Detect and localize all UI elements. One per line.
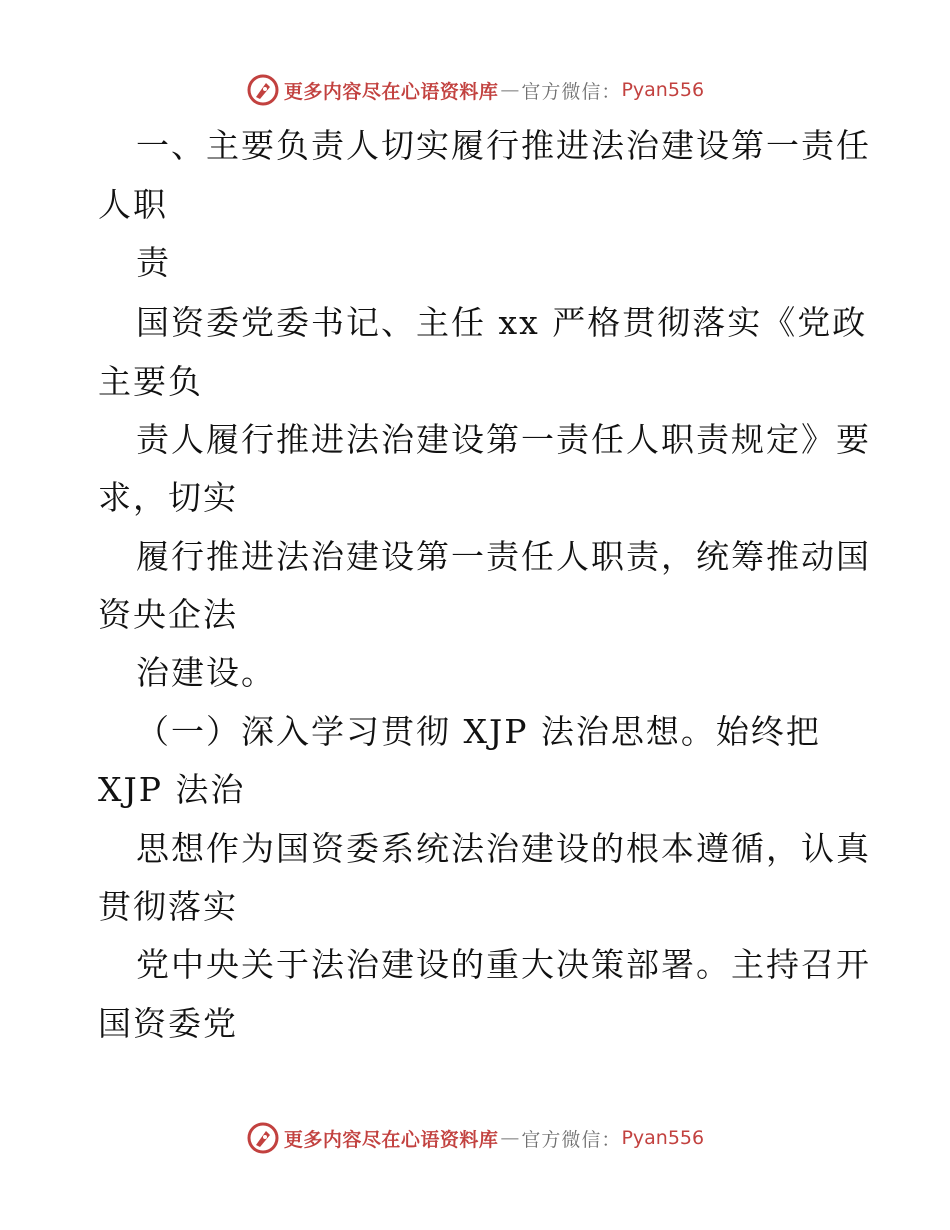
text-line: 主要负 (98, 362, 203, 401)
header-banner (0, 70, 950, 110)
pen-nib-logo-icon (246, 1121, 280, 1155)
text-line: 责人履行推进法治建设第一责任人职责规定》要 (136, 420, 871, 459)
text-line: 求，切实 (98, 478, 238, 517)
banner-promo-text: 更多内容尽在心语资料库 (283, 1128, 499, 1151)
banner-official-label: 官方微信： (521, 80, 622, 103)
banner-official-label: 官方微信： (521, 1128, 622, 1151)
text-line: 贯彻落实 (98, 887, 238, 926)
banner-dash: — (500, 1127, 520, 1149)
text-line: 履行推进法治建设第一责任人职责，统筹推动国 (136, 537, 871, 576)
footer-banner (0, 1118, 950, 1158)
text-line: 治建设。 (136, 653, 276, 692)
text-line: （一）深入学习贯彻 XJP 法治思想。始终把 (136, 712, 821, 751)
text-line: 国资委党 (98, 1004, 238, 1043)
text-line: 一、主要负责人切实履行推进法治建设第一责任 (136, 126, 871, 165)
text-line: 国资委党委书记、主任 xx 严格贯彻落实《党政 (136, 303, 868, 342)
banner-account-id: Pyan556 (621, 1127, 705, 1149)
text-line: 党中央关于法治建设的重大决策部署。主持召开 (136, 945, 871, 984)
banner-promo-text: 更多内容尽在心语资料库 (283, 80, 499, 103)
banner-dash: — (500, 79, 520, 101)
text-line: 人职 (98, 185, 168, 224)
pen-nib-logo-icon (246, 73, 280, 107)
text-line: XJP 法治 (98, 770, 246, 809)
text-line: 思想作为国资委系统法治建设的根本遵循，认真 (136, 829, 871, 868)
banner-account-id: Pyan556 (621, 79, 705, 101)
text-line: 责 (136, 243, 171, 282)
text-line: 资央企法 (98, 595, 238, 634)
